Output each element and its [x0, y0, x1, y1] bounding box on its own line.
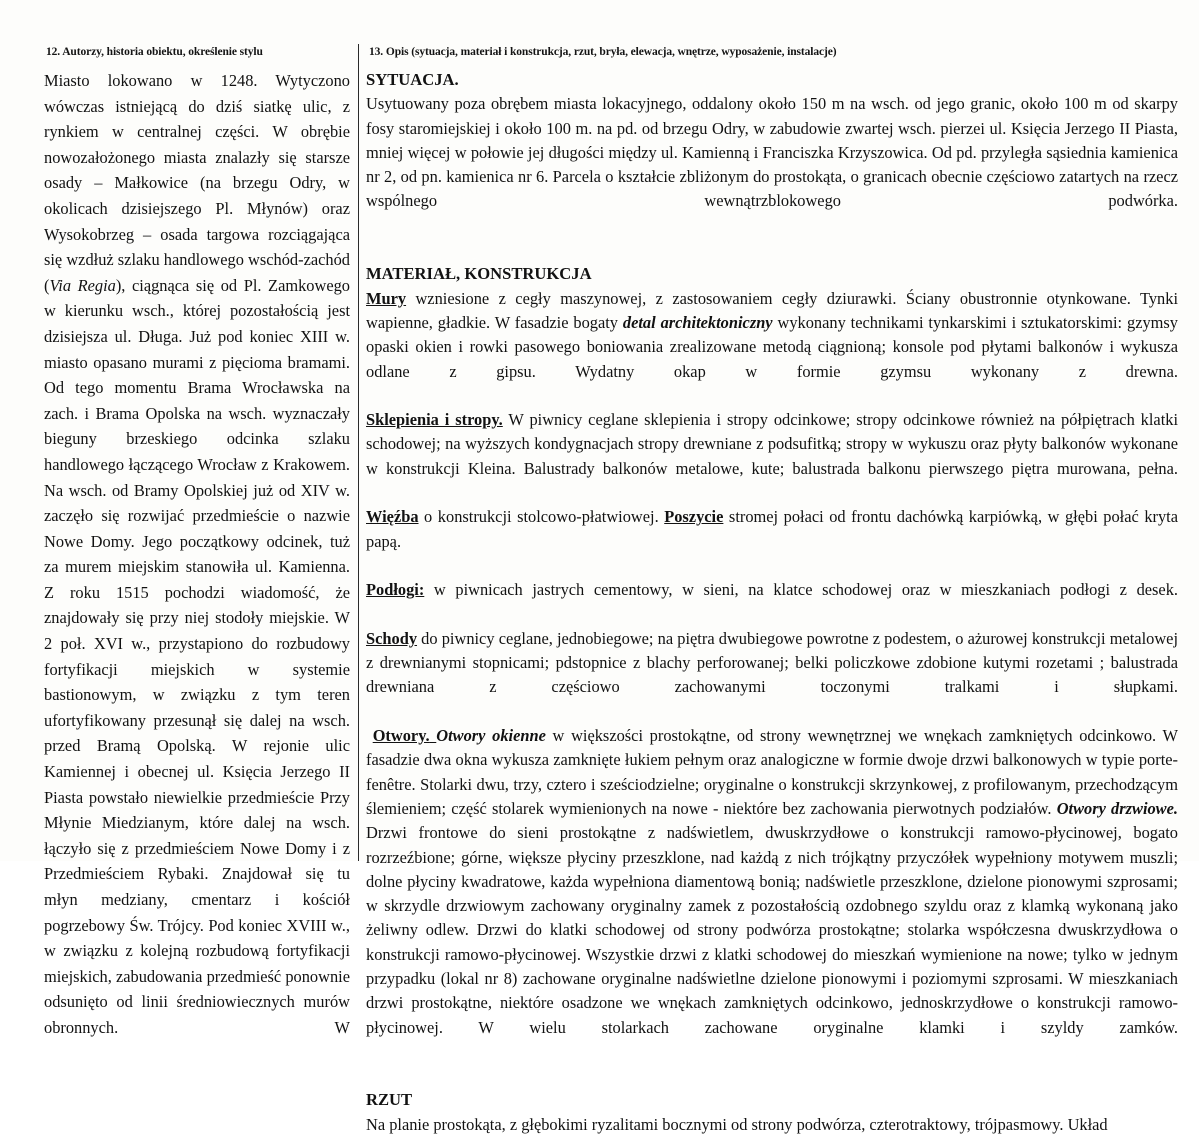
paragraph-rzut: Na planie prostokąta, z głębokimi ryzalitami bocznymi od strony podwórza, czterotraktowy, trójpasmowy. Układ — [366, 1114, 1108, 1134]
podlogi-text: w piwnicach jastrych cementowy, w sieni, na klatce schodowej oraz w mieszkaniach podłogi z desek. — [424, 580, 1178, 600]
paragraph-sklepienia-stropy — [366, 408, 1178, 505]
otwory-text-2: Drzwi frontowe do sieni prostokątne z nadświetlem, dwuskrzydłowe o konstrukcji ramowo-płycinowej, bogato rozrzeźbione; górne, większe płyciny przeszklone, nad każdą z nich trójkątny przyczółek wypełniony motywem muszli; dolne płyciny kwadratowe, każda wypełniona diamentową bonią; nadświetle przeszklone, dzielone pionowymi szprosami; w skrzydle drzwiowym zachowany oryginalny zamek z pozostałością ozdobnego szyldu oraz z klamką wykonaną jako żeliwny odlew. Drzwi do klatki schodowej od strony podwórza prostokątne; stolarka współczesna dwuskrzydłowa o konstrukcji ramowo-płycinowej. Wszystkie drzwi z klatki schodowej do mieszkań wymienione na nowe; tylko w jednym przypadku (lokal nr 8) zachowane oryginalne nadświetlne dzielone pionowymi i poziomymi szprosami. W mieszkaniach drzwi prostokątne, niektóre osadzone we wnękach zamkniętych odcinkowo, jednoskrzydłowe o konstrukcji ramowo-płycinowej. W wielu stolarkach zachowane oryginalne klamki i szyldy zamków. — [366, 823, 1178, 1037]
paragraph-spacer — [366, 238, 1178, 262]
lead-otwory-okienne: Otwory okienne — [436, 726, 546, 746]
mury-text-1: wzniesione z cegły maszynowej, z zastosowaniem cegły dziurawki. Ściany obustronnie otynkowane. Tynki wapienne, gładkie. W fasadzie bogaty — [366, 288, 1178, 332]
column-history — [44, 68, 350, 1066]
wiezba-text-2: stromej połaci od frontu dachówką karpiówką, w głębi połać kryta papą. — [366, 507, 1179, 551]
lead-mury: Mury — [366, 288, 407, 308]
heading-sytuacja: SYTUACJA. — [366, 70, 459, 89]
lead-poszycie: Poszycie — [664, 507, 724, 527]
column-divider — [358, 44, 359, 861]
paragraph-mury — [366, 287, 1178, 408]
sklepienia-text: W piwnicy ceglane sklepienia i stropy odcinkowe; stropy odcinkowe również na półpiętrach klatki schodowej; na wyższych kondygnacjach stropy drewniane z podsufitką; stropy w wykuszu oraz płyty balkonów wykonane w konstrukcji Kleina. Balustrady balkonów metalowe, kute; balustrada balkonu pierwszego piętra murowana, pełna. — [366, 410, 1178, 478]
lead-wiezba: Więźba — [366, 507, 419, 527]
schody-text: do piwnicy ceglane, jednobiegowe; na piętra dwubiegowe powrotne z podestem, o ażurowej konstrukcji metalowej z drewnianymi stopnicami; pdstopnice z blachy perforowanej; belki policzkowe zdobione kutymi rozetami ; balustrada drewniana z częściowo zachowanymi toczonymi tralkami i słupkami. — [366, 628, 1178, 697]
history-text-part-1: Miasto lokowano w 1248. Wytyczono wówczas istniejącą do dziś siatkę ulic, z rynkiem w centralnej części. W obrębie nowozałożonego miasta znalazły się starsze osady – Małkowice (na brzegu Odry, w okolicach dzisiejszego Pl. Młynów) oraz Wysokobrzeg – osada targowa rozciągająca się wzdłuż szlaku handlowego wschód-zachód ( — [44, 71, 350, 295]
otwory-text-1: w większości prostokątne, od strony wewnętrznej we wnękach zamkniętych odcinkowo. W fasadzie dwa okna wykusza zamknięte łukiem pełnym oraz analogiczne w formie dwoje drzwi balkonowych w typie porte-fenêtre. Stolarki dwu, trzy, cztero i sześciodzielne; oryginalne o konstrukcji skrzynkowej, z profilowanym, przechodzącym ślemieniem; część stolarek wymienionych na nowe - niektóre bez zachowania pierwotnych podziałów. — [366, 726, 1178, 818]
paragraph-podlogi — [366, 578, 1178, 627]
field-caption-row — [0, 46, 1199, 68]
lead-otwory: Otwory. — [372, 726, 430, 746]
lead-detal-architektoniczny: detal architektoniczny — [622, 312, 773, 332]
lead-podlogi: Podłogi: — [366, 580, 425, 600]
via-regia-italic: Via Regia — [49, 275, 116, 295]
history-text-part-2: ), ciągnąca się od Pl. Zamkowego w kierunku wsch., której pozostałością jest dzisiejsza ul. Długa. Już pod koniec XIII w. miasto opasano murami z pięcioma bramami. Od tego momentu Brama Wrocławska na zach. i Brama Opolska na wsch. wyznaczały bieguny brzeskiego odcinka szlaku handlowego łączącego Wrocław z Krakowem. Na wsch. od Bramy Opolskiej już od XIV w. zaczęło się rozwijać przedmieście o nazwie Nowe Domy. Jego początkowy odcinek, tuż za murem miejskim stanowiła ul. Kamienna. Z roku 1515 pochodzi wiadomość, że znajdowały się przy niej stodoły miejskie. W 2 poł. XVI w., przystapiono do rozbudowy fortyfikacji miejskich w systemie bastionowym, w związku z tym teren ufortyfikowany przesunął się dalej na wsch. przed Bramą Opolską. W rejonie ulic Kamiennej i obecnej ul. Księcia Jerzego II Piasta powstało niewielkie przedmieście Przy Młynie Miedzianym, które dalej na wsch. łączyło się z przedmieściem Nowe Domy i z Przedmieściem Rybaki. Znajdował się tu młyn medziany, cmentarz i kościół pogrzebowy Św. Trójcy. Pod koniec XVIII w., w związku z kolejną rozbudową fortyfikacji miejskich, zabudowania przedmieść ponownie odsunięto od linii średniowiecznych murów obronnych. W — [44, 275, 350, 1037]
field-13-caption: 13. Opis (sytuacja, materiał i konstrukcja, rzut, bryła, elewacja, wnętrze, wyposażenie, instalacje) — [369, 46, 837, 58]
history-paragraph — [44, 68, 350, 1066]
paragraph-wiezba — [366, 505, 1178, 578]
paragraph-schody — [366, 627, 1178, 724]
lead-otwory-drzwiowe: Otwory drzwiowe. — [1056, 798, 1178, 818]
column-description — [366, 68, 1178, 1137]
mury-text-2: wykonany technikami tynkarskimi i sztukatorskimi: gzymsy opaski okien i rowki pasowego boniowania zrealizowane metodą ciągnioną; konsole pod płytami balkonów i wykusza odlane z gipsu. Wydatny okap w formie gzymsu wykonany z drewna. — [366, 312, 1178, 381]
wiezba-text-1: o konstrukcji stolcowo-płatwiowej. — [418, 507, 665, 527]
heading-rzut: RZUT — [366, 1090, 413, 1110]
paragraph-spacer-2 — [366, 1064, 1178, 1088]
lead-schody: Schody — [366, 628, 418, 648]
paragraph-otwory — [366, 724, 1178, 1064]
paragraph-sytuacja: Usytuowany poza obrębem miasta lokacyjnego, oddalony około 150 m na wsch. od jego granic, około 100 m od skarpy fosy staromiejskiej i około 100 m. na pd. od brzegu Odry, w zabudowie zwartej wsch. pierzei ul. Księcia Jerzego II Piasta, mniej więcej w połowie jej długości między ul. Kamienną i Franciszka Krzyszowica. Od pd. przyległa sąsiednia kamienica nr 2, od pn. kamienica nr 6. Parcela o kształcie zbliżonym do prostokąta, o granicach obecnie częściowo zatartych na rzecz wspólnego wewnątrzblokowego podwórka. — [366, 94, 1178, 211]
heading-material-konstrukcja: MATERIAŁ, KONSTRUKCJA — [366, 264, 592, 284]
field-12-caption: 12. Autorzy, historia obiektu, określenie stylu — [46, 46, 263, 58]
lead-sklepienia-i-stropy: Sklepienia i stropy. — [366, 410, 503, 430]
